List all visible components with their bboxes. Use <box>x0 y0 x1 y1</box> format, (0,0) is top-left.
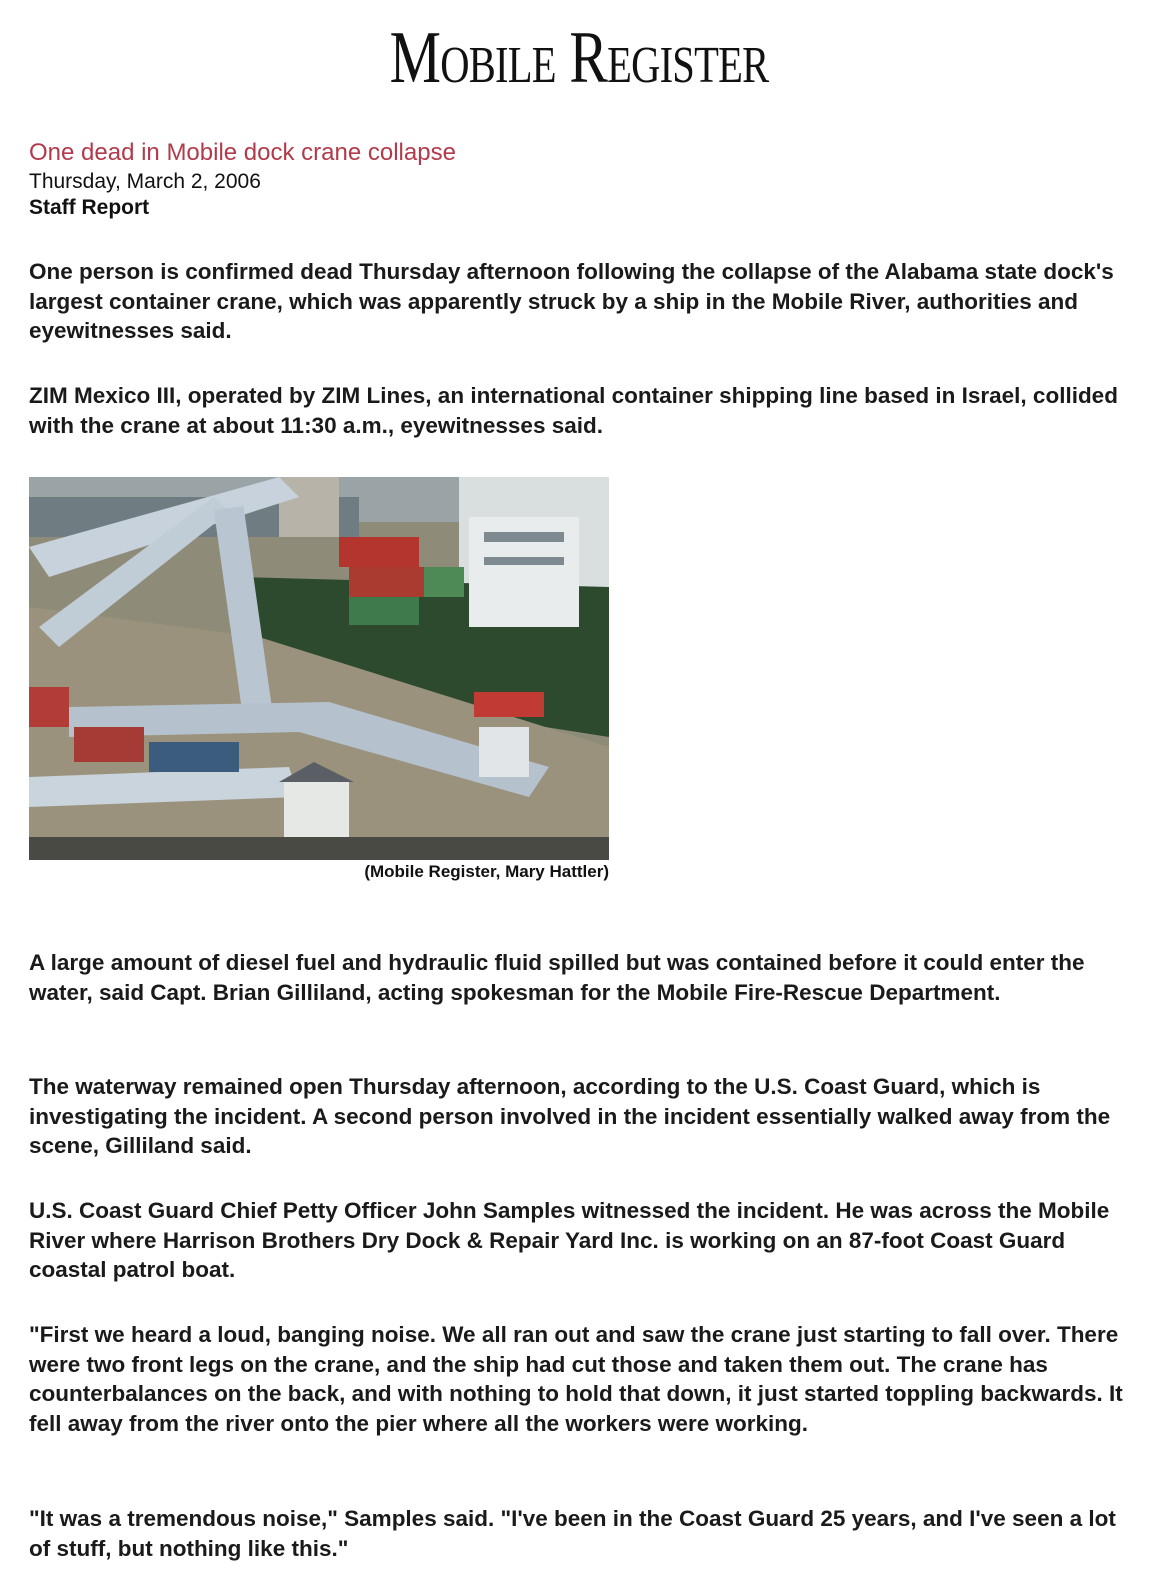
article-paragraph-3: A large amount of diesel fuel and hydraulic fluid spilled but was contained before it could enter the water, said Capt. Brian Gilliland, acting spokesman for the Mobile Fire-Rescue Department. <box>29 950 1085 1005</box>
crane-collapse-photo-illustration <box>29 477 609 860</box>
article-paragraph-2: ZIM Mexico III, operated by ZIM Lines, an international container shipping line based in Israel, collided with the crane at about 11:30 a.m., eyewitnesses said. <box>29 383 1118 438</box>
photo-caption: (Mobile Register, Mary Hattler) <box>364 862 609 881</box>
article-paragraph-4: The waterway remained open Thursday afternoon, according to the U.S. Coast Guard, which is investigating the incident. A second person involved in the incident essentially walked away from the scene, Gilliland said. <box>29 1074 1111 1158</box>
masthead: Mobile Register <box>389 17 769 99</box>
article-headline: One dead in Mobile dock crane collapse <box>29 139 456 166</box>
crane-collapse-photo <box>29 477 609 860</box>
article-byline: Staff Report <box>29 196 150 219</box>
article-paragraph-7: "It was a tremendous noise," Samples said. "I've been in the Coast Guard 25 years, and I've seen a lot of stuff, but nothing like this." <box>29 1506 1116 1561</box>
article-paragraph-6: "First we heard a loud, banging noise. We all ran out and saw the crane just starting to fall over. There were two front legs on the crane, and the ship had cut those and taken them out. The crane has counterbalances on the back, and with nothing to hold that down, it just started toppling backwards. It fell away from the river onto the pier where all the workers were working. <box>29 1322 1123 1436</box>
article-paragraph-1: One person is confirmed dead Thursday afternoon following the collapse of the Alabama state dock's largest container crane, which was apparently struck by a ship in the Mobile River, authorities and eyewitnesses said. <box>29 259 1114 343</box>
article-date: Thursday, March 2, 2006 <box>29 170 261 193</box>
article-paragraph-5: U.S. Coast Guard Chief Petty Officer John Samples witnessed the incident. He was across the Mobile River where Harrison Brothers Dry Dock & Repair Yard Inc. is working on an 87-foot Coast Guard coastal patrol boat. <box>29 1198 1110 1282</box>
